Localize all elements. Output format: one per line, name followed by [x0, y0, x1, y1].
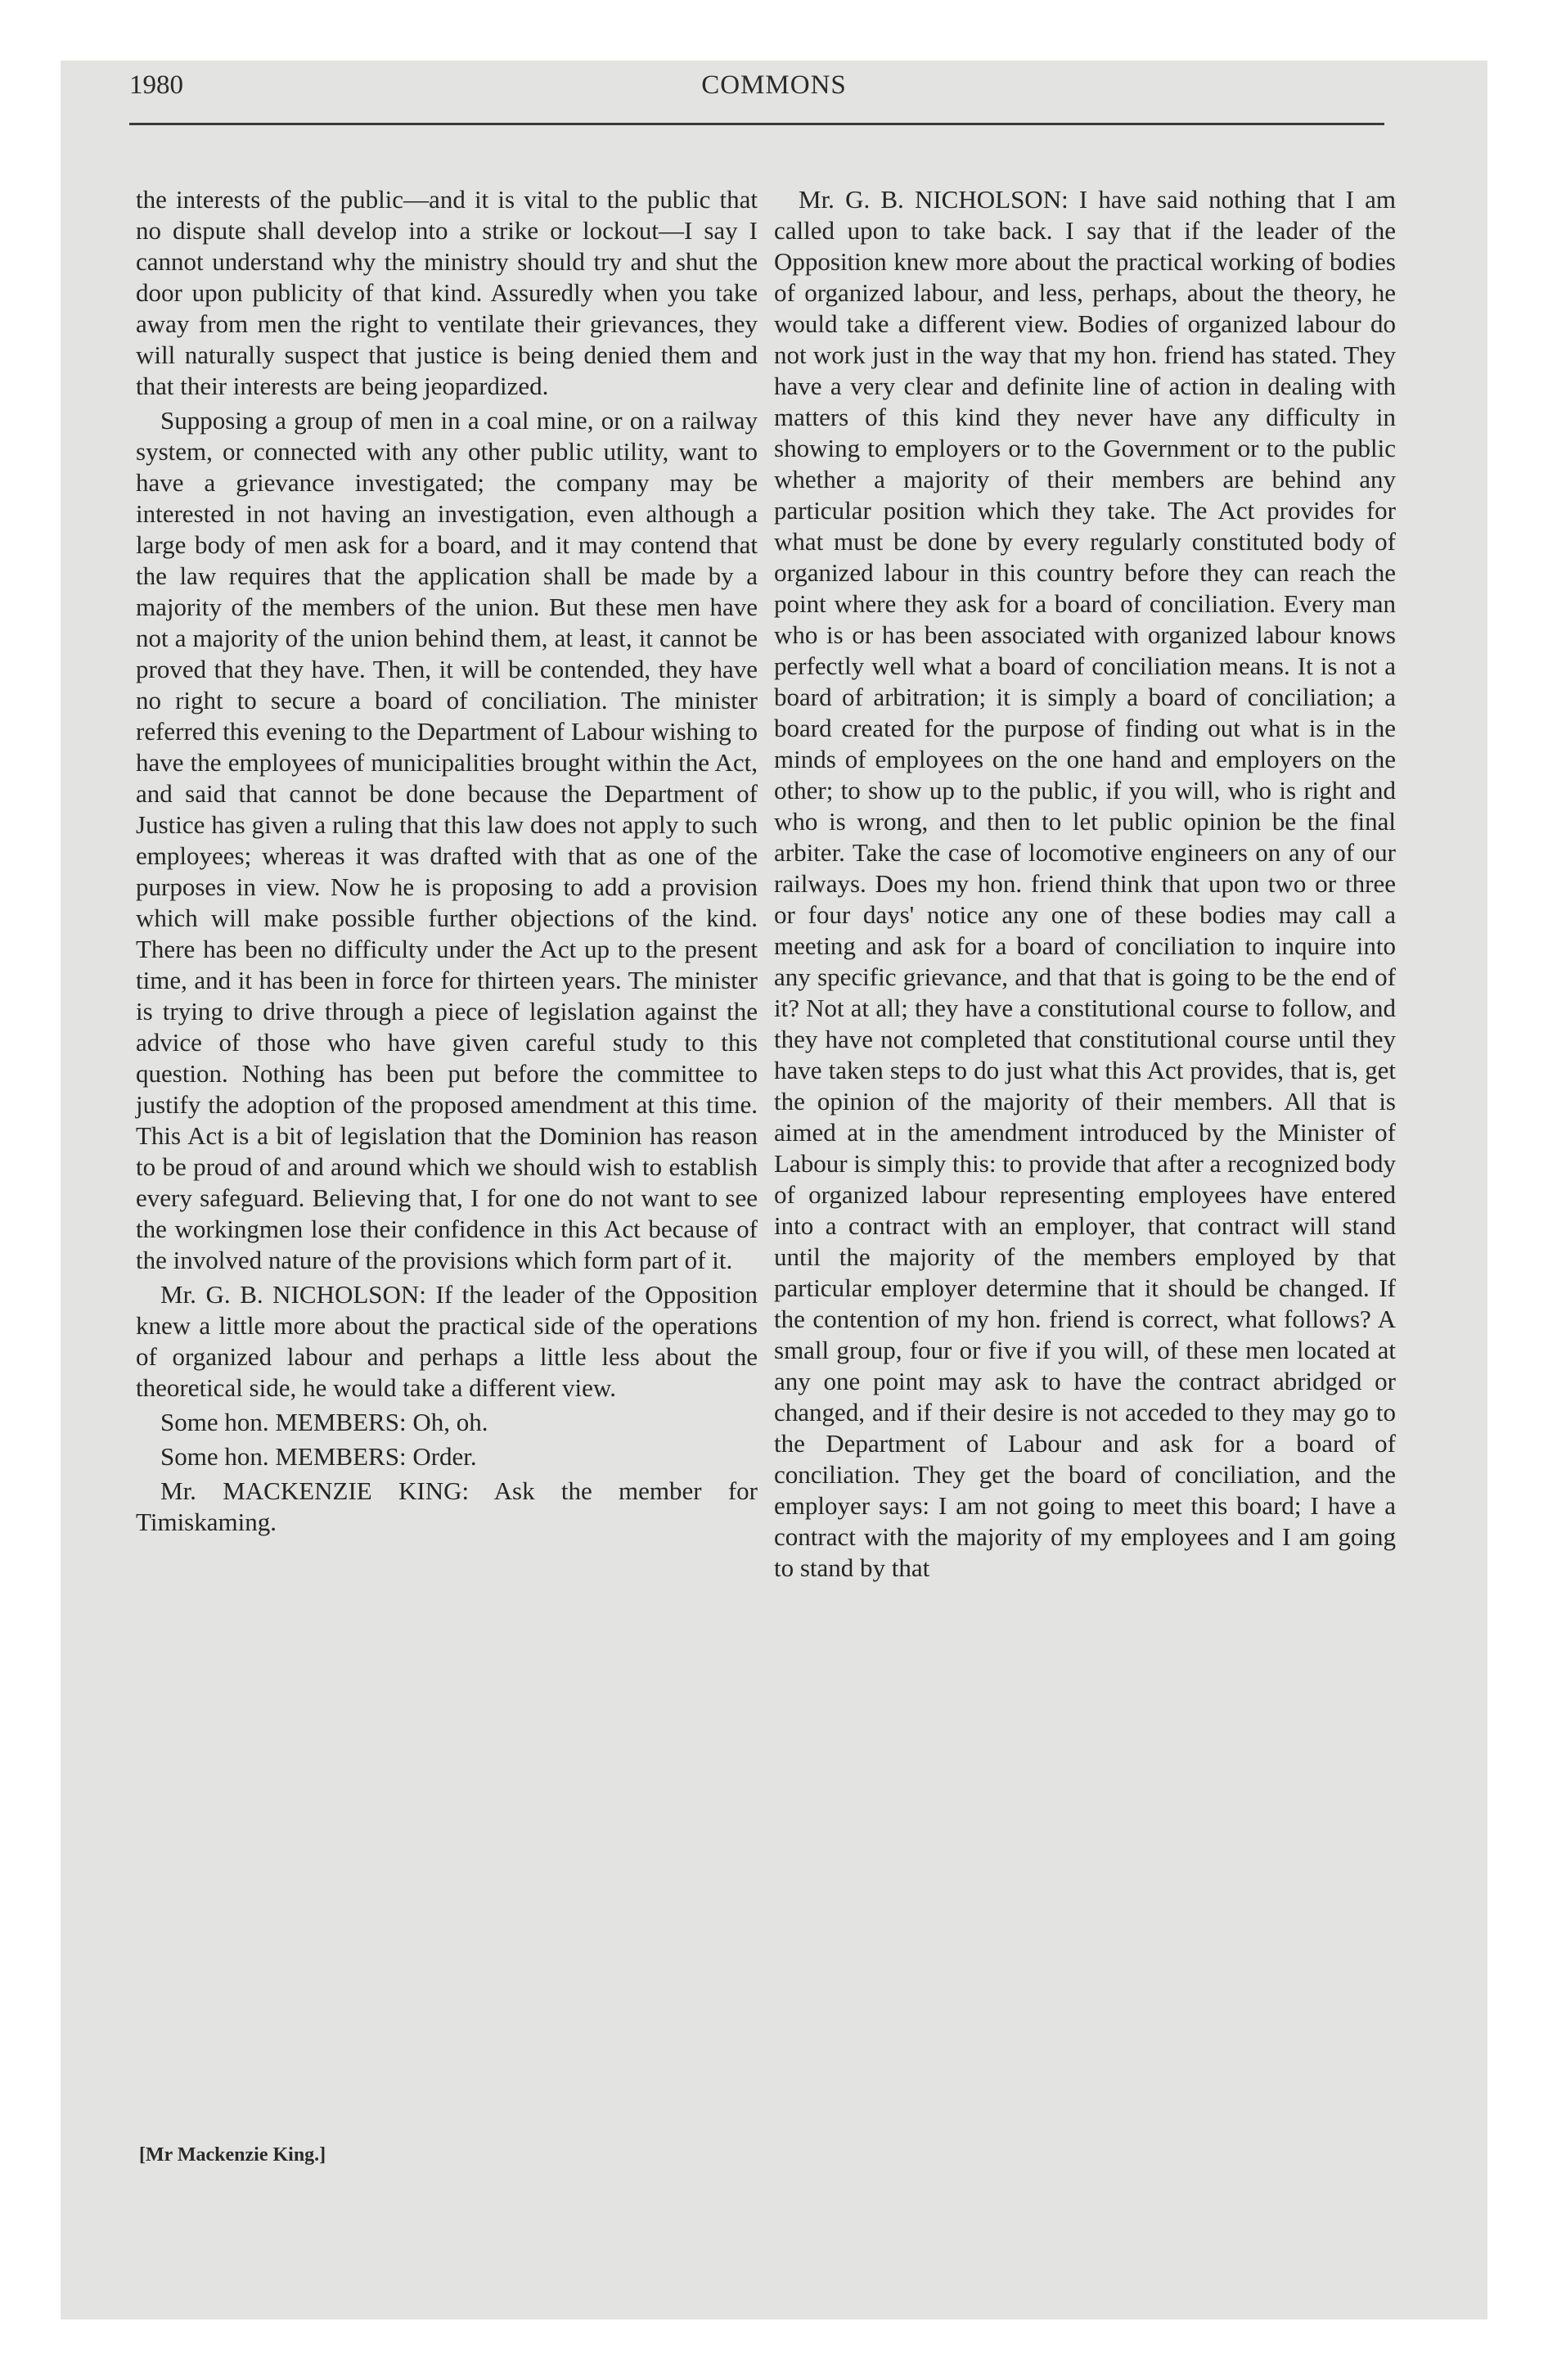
paragraph: the interests of the public—and it is vital to the public that no dispute shall develop into a strike or lockout—I say I cannot understand why the ministry should try and shut the door upon publicity of that kind. Assuredly when you take away from men the right to ventilate their grievances, they will naturally suspect that justice is being denied them and that their interests are being jeopardized.: [136, 185, 758, 400]
paragraph: Mr. MACKENZIE KING: Ask the member for Timiskaming.: [136, 1476, 758, 1536]
paragraph: Mr. G. B. NICHOLSON: If the leader of the Opposition knew a little more about the practical side of the operations of organized labour and perhaps a little less about the theoretical side, he would take a different view.: [136, 1280, 758, 1402]
right-column: [774, 184, 1396, 1587]
paragraph: Mr. G. B. NICHOLSON: I have said nothing that I am called upon to take back. I say that if the leader of the Opposition knew more about the practical working of bodies of organized labour, and less, perhaps, about the theory, he would take a different view. Bodies of organized labour do not work just in the way that my hon. friend has stated. They have a very clear and definite line of action in dealing with matters of this kind they never have any difficulty in showing to employers or to the Government or to the public whether a majority of their members are behind any particular position which they take. The Act provides for what must be done by every regularly constituted body of organized labour in this country before they can reach the point where they ask for a board of conciliation. Every man who is or has been associated with organized labour knows perfectly well what a board of conciliation means. It is not a board of arbitration; it is simply a board of conciliation; a board created for the purpose of finding out what is in the minds of employees on the one hand and employers on the other; to show up to the public, if you will, who is right and who is wrong, and then to let public opinion be the final arbiter. Take the case of locomotive engineers on any of our railways. Does my hon. friend think that upon two or three or four days' notice any one of these bodies may call a meeting and ask for a board of conciliation to inquire into any specific grievance, and that that is going to be the end of it? Not at all; they have a constitutional course to follow, and they have not completed that constitutional course until they have taken steps to do just what this Act provides, that is, get the opinion of the majority of their members. All that is aimed at in the amendment introduced by the Minister of Labour is simply this: to provide that after a recognized body of organized labour representing employees have entered into a contract with an employer, that contract will stand until the majority of the members employed by that particular employer determine that it should be changed. If the contention of my hon. friend is correct, what follows? A small group, four or five if you will, of these men located at any one point may ask to have the contract abridged or changed, and if their desire is not acceded to they may go to the Department of Labour and ask for a board of conciliation. They get the board of conciliation, and the employer says: I am not going to meet this board; I have a contract with the majority of my employees and I am going to stand by that: [774, 185, 1396, 1582]
paragraph: Supposing a group of men in a coal mine, or on a railway system, or connected with any other public utility, want to have a grievance investigated; the company may be interested in not having an investigation, even although a large body of men ask for a board, and it may contend that the law requires that the application shall be made by a majority of the members of the union. But these men have not a majority of the union behind them, at least, it cannot be proved that they have. Then, it will be contended, they have no right to secure a board of conciliation. The minister referred this evening to the Department of Labour wishing to have the employees of municipalities brought within the Act, and said that cannot be done because the Department of Justice has given a ruling that this law does not apply to such employees; whereas it was drafted with that as one of the purposes in view. Now he is proposing to add a provision which will make possible further objections of the kind. There has been no difficulty under the Act up to the present time, and it has been in force for thirteen years. The minister is trying to drive through a piece of legislation against the advice of those who have given careful study to this question. Nothing has been put before the committee to justify the adoption of the proposed amendment at this time. This Act is a bit of legislation that the Dominion has reason to be proud of and around which we should wish to establish every safeguard. Believing that, I for one do not want to see the workingmen lose their confidence in this Act because of the involved nature of the provisions which form part of it.: [136, 406, 758, 1274]
running-title: COMMONS: [701, 70, 847, 100]
speaker-footer: [Mr Mackenzie King.]: [139, 2144, 326, 2166]
running-head: [65, 70, 1483, 111]
page-number: 1980: [129, 70, 183, 100]
paragraph: Some hon. MEMBERS: Oh, oh.: [160, 1408, 488, 1436]
header-rule: [129, 123, 1384, 125]
left-column: [136, 184, 758, 1541]
paragraph: Some hon. MEMBERS: Order.: [160, 1442, 477, 1471]
